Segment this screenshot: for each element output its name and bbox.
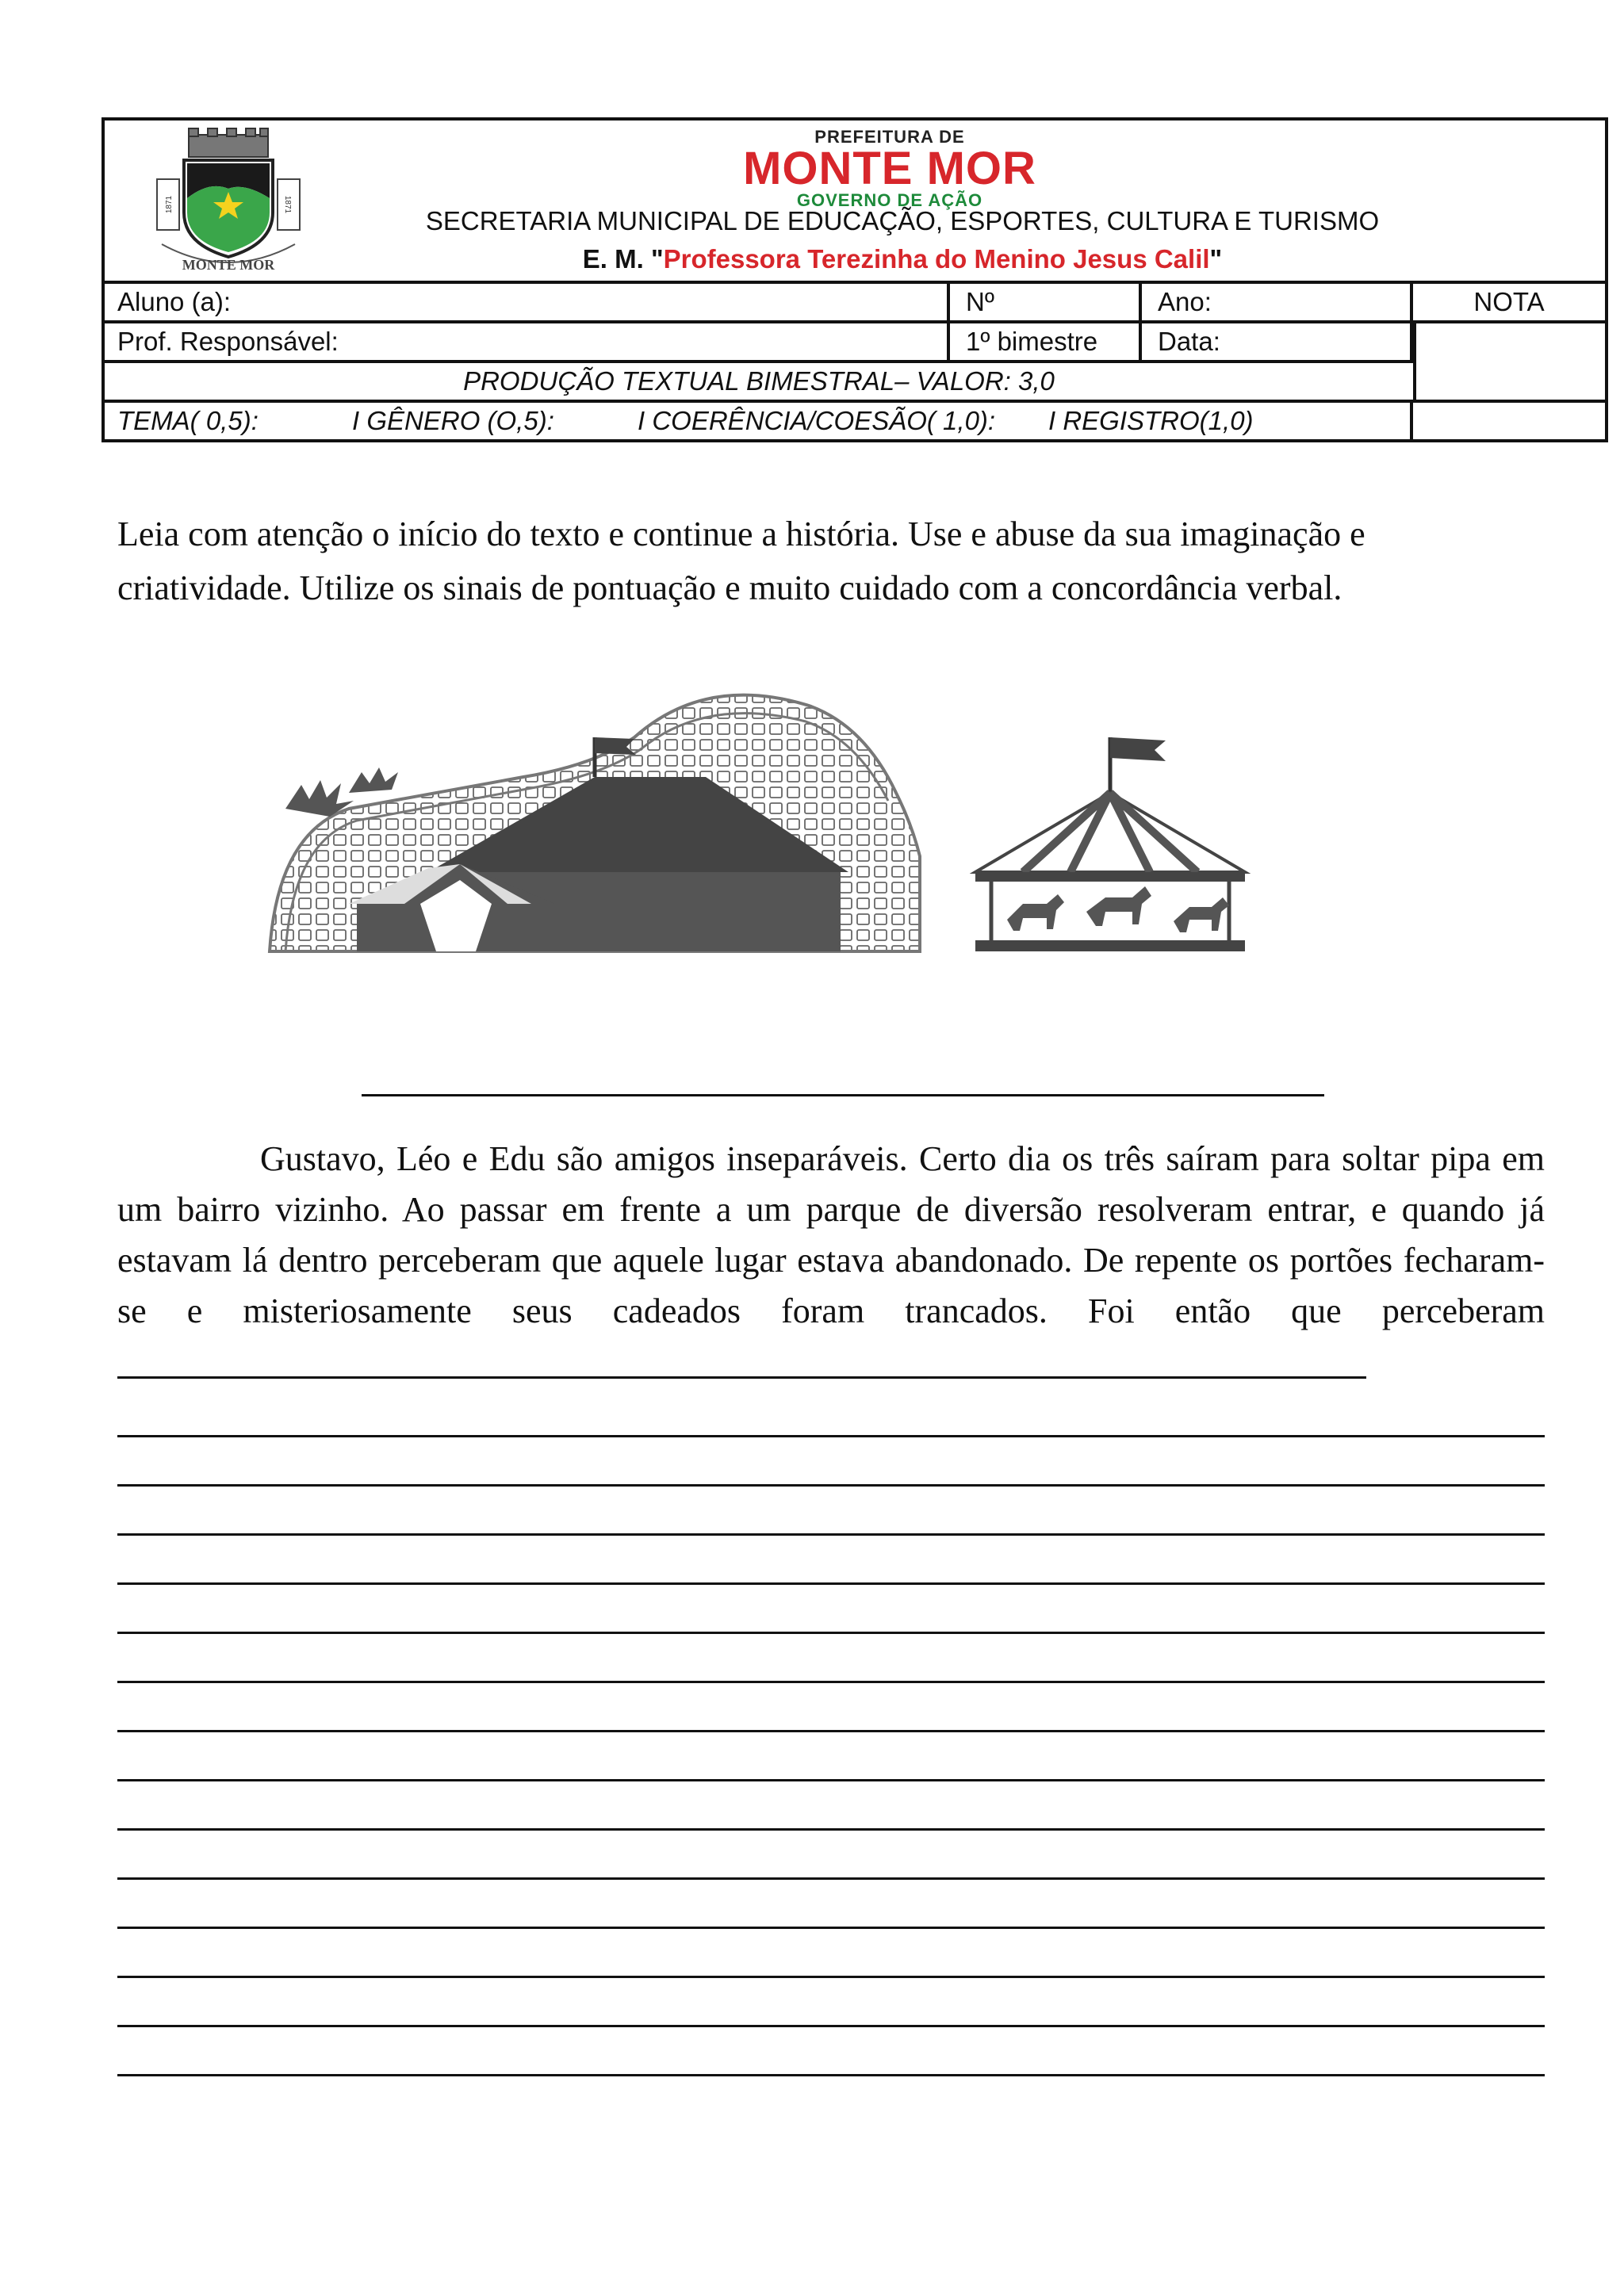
title-line[interactable] xyxy=(362,1094,1324,1096)
criteria-registro: I REGISTRO(1,0) xyxy=(1048,406,1254,435)
writing-line[interactable] xyxy=(117,2074,1545,2076)
field-professor[interactable]: Prof. Responsável: xyxy=(105,323,950,363)
story-prompt xyxy=(117,1134,1545,1393)
school-name-highlight: Professora Terezinha do Menino Jesus Calil xyxy=(663,244,1210,274)
school-prefix: E. M. " xyxy=(582,244,664,274)
logo-city-name: MONTE MOR xyxy=(743,143,1036,194)
writing-line[interactable] xyxy=(117,1533,1545,1536)
field-aluno[interactable]: Aluno (a): xyxy=(105,284,950,323)
writing-line[interactable] xyxy=(117,2025,1545,2027)
story-text: Gustavo, Léo e Edu são amigos inseparáveis. Certo dia os três saíram para soltar pipa em um bairro vizinho. Ao passar em frente a um parque de diversão resolveram entrar, e quando já estavam lá dentro perceberam que aquele lugar estava abandonado. De repente os portões fecharam-se e misteriosamente seus cadeados foram trancados. Foi então que perceberam xyxy=(117,1139,1545,1330)
logo-slogan: GOVERNO DE AÇÃO xyxy=(796,190,983,210)
writing-line[interactable] xyxy=(117,1435,1545,1437)
field-ano[interactable]: Ano: xyxy=(1142,284,1413,323)
criteria-genero: I GÊNERO (O,5): xyxy=(352,406,554,435)
writing-line[interactable] xyxy=(117,1927,1545,1929)
producao-title: PRODUÇÃO TEXTUAL BIMESTRAL– VALOR: 3,0 xyxy=(105,363,1413,403)
bimestre-label: 1º bimestre xyxy=(950,323,1142,363)
writing-line[interactable] xyxy=(117,1877,1545,1880)
school-name xyxy=(105,244,1605,274)
writing-line[interactable] xyxy=(117,1582,1545,1585)
crest-year-right: 1871 xyxy=(283,195,292,214)
crest-year-left: 1871 xyxy=(165,195,174,214)
logo-prefeitura: PREFEITURA DE xyxy=(814,127,965,147)
school-suffix: " xyxy=(1209,244,1223,274)
writing-line[interactable] xyxy=(117,1976,1545,1978)
nota-score-cell[interactable] xyxy=(1413,323,1605,403)
writing-line[interactable] xyxy=(117,1681,1545,1683)
field-numero[interactable]: Nº xyxy=(950,284,1142,323)
instructions-text: Leia com atenção o início do texto e continue a história. Use e abuse da sua imaginação e criatividade. Utilize os sinais de pontuação e muito cuidado com a concordância verbal. xyxy=(117,515,1365,607)
header-table xyxy=(102,117,1608,442)
crest-motto: MONTE MOR xyxy=(182,257,275,273)
writing-line[interactable] xyxy=(117,1730,1545,1732)
header-banner xyxy=(105,121,1605,284)
field-data[interactable]: Data: xyxy=(1142,323,1413,363)
criteria-tema: TEMA( 0,5): xyxy=(117,406,259,435)
criteria-coerencia: I COERÊNCIA/COESÃO( 1,0): xyxy=(638,406,996,435)
city-logo xyxy=(652,127,1128,211)
writing-line-continuation[interactable] xyxy=(117,1337,1366,1379)
secretaria-title: SECRETARIA MUNICIPAL DE EDUCAÇÃO, ESPORTES, CULTURA E TURISMO xyxy=(425,206,1380,235)
writing-line[interactable] xyxy=(117,1632,1545,1634)
criteria-row xyxy=(105,403,1413,442)
amusement-park-illustration xyxy=(262,690,1396,975)
writing-line[interactable] xyxy=(117,1484,1545,1487)
nota-header: NOTA xyxy=(1413,284,1605,323)
writing-line[interactable] xyxy=(117,1779,1545,1781)
writing-line[interactable] xyxy=(117,1828,1545,1831)
carousel xyxy=(975,737,1245,951)
